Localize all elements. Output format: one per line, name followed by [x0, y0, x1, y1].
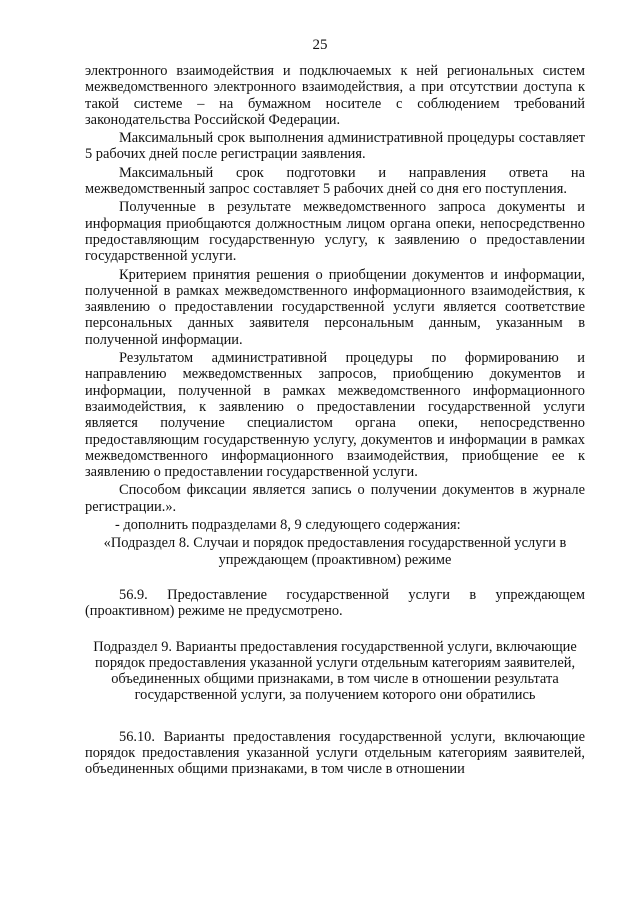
paragraph-procedure-result: Результатом административной процедуры по формированию и направлению межведомственных запросов, приобщению документов и информации, полученной в рамках межведомственного информационного взаимодействия, к заявлению о предоставлении государственной услуги является получение специалистом органа опеки, непосредственно предоставляющим государственную услугу, документов и информации в рамках межведомственного информационного взаимодействия, приобщение ее к заявлению о предоставлении государственной услуги.: [85, 350, 585, 481]
subsection-8-heading: «Подраздел 8. Случаи и порядок предоставления государственной услуги в упреждающем (проактивном) режиме: [103, 535, 567, 568]
subsection-9-heading: Подраздел 9. Варианты предоставления государственной услуги, включающие порядок предоставления указанной услуги отдельным категориям заявителей, объединенных общими признаками, в том числе в отношении результата государственной услуги, за получением которого они обратились: [93, 638, 577, 704]
paragraph-max-term-response: Максимальный срок подготовки и направления ответа на межведомственный запрос составляет 5 рабочих дней со дня его поступления.: [85, 164, 585, 198]
paragraph-56-10: 56.10. Варианты предоставления государственной услуги, включающие порядок предоставления указанной услуги отдельным категориям заявителей, объединенных общими признаками, в том числе в отношении: [85, 728, 585, 778]
document-body: [85, 63, 585, 778]
paragraph-56-9: 56.9. Предоставление государственной услуги в упреждающем (проактивном) режиме не предусмотрено.: [85, 586, 585, 620]
paragraph-fixation-method: Способом фиксации является запись о получении документов в журнале регистрации.».: [85, 482, 585, 515]
paragraph-amendment-note: - дополнить подразделами 8, 9 следующего содержания:: [115, 517, 461, 534]
paragraph-documents-attached: Полученные в результате межведомственного запроса документы и информация приобщаются должностным лицом органа опеки, непосредственно предоставляющим государственную услугу, к заявлению о предоставлении государственной услуги.: [85, 199, 585, 265]
paragraph-decision-criterion: Критерием принятия решения о приобщении документов и информации, полученной в рамках межведомственного информационного взаимодействия, к заявлению о предоставлении государственной услуги является соответствие персональных данных заявителя персональным данным, указанным в полученной информации.: [85, 266, 585, 348]
page-number: 25: [312, 37, 328, 53]
paragraph-max-term-procedure: Максимальный срок выполнения административной процедуры составляет 5 рабочих дней после регистрации заявления.: [85, 130, 585, 163]
paragraph-continuation: электронного взаимодействия и подключаемых к ней региональных систем межведомственного электронного взаимодействия, а при отсутствии доступа к такой системе – на бумажном носителе с соблюдением требований законодательства Российской Федерации.: [85, 63, 585, 128]
